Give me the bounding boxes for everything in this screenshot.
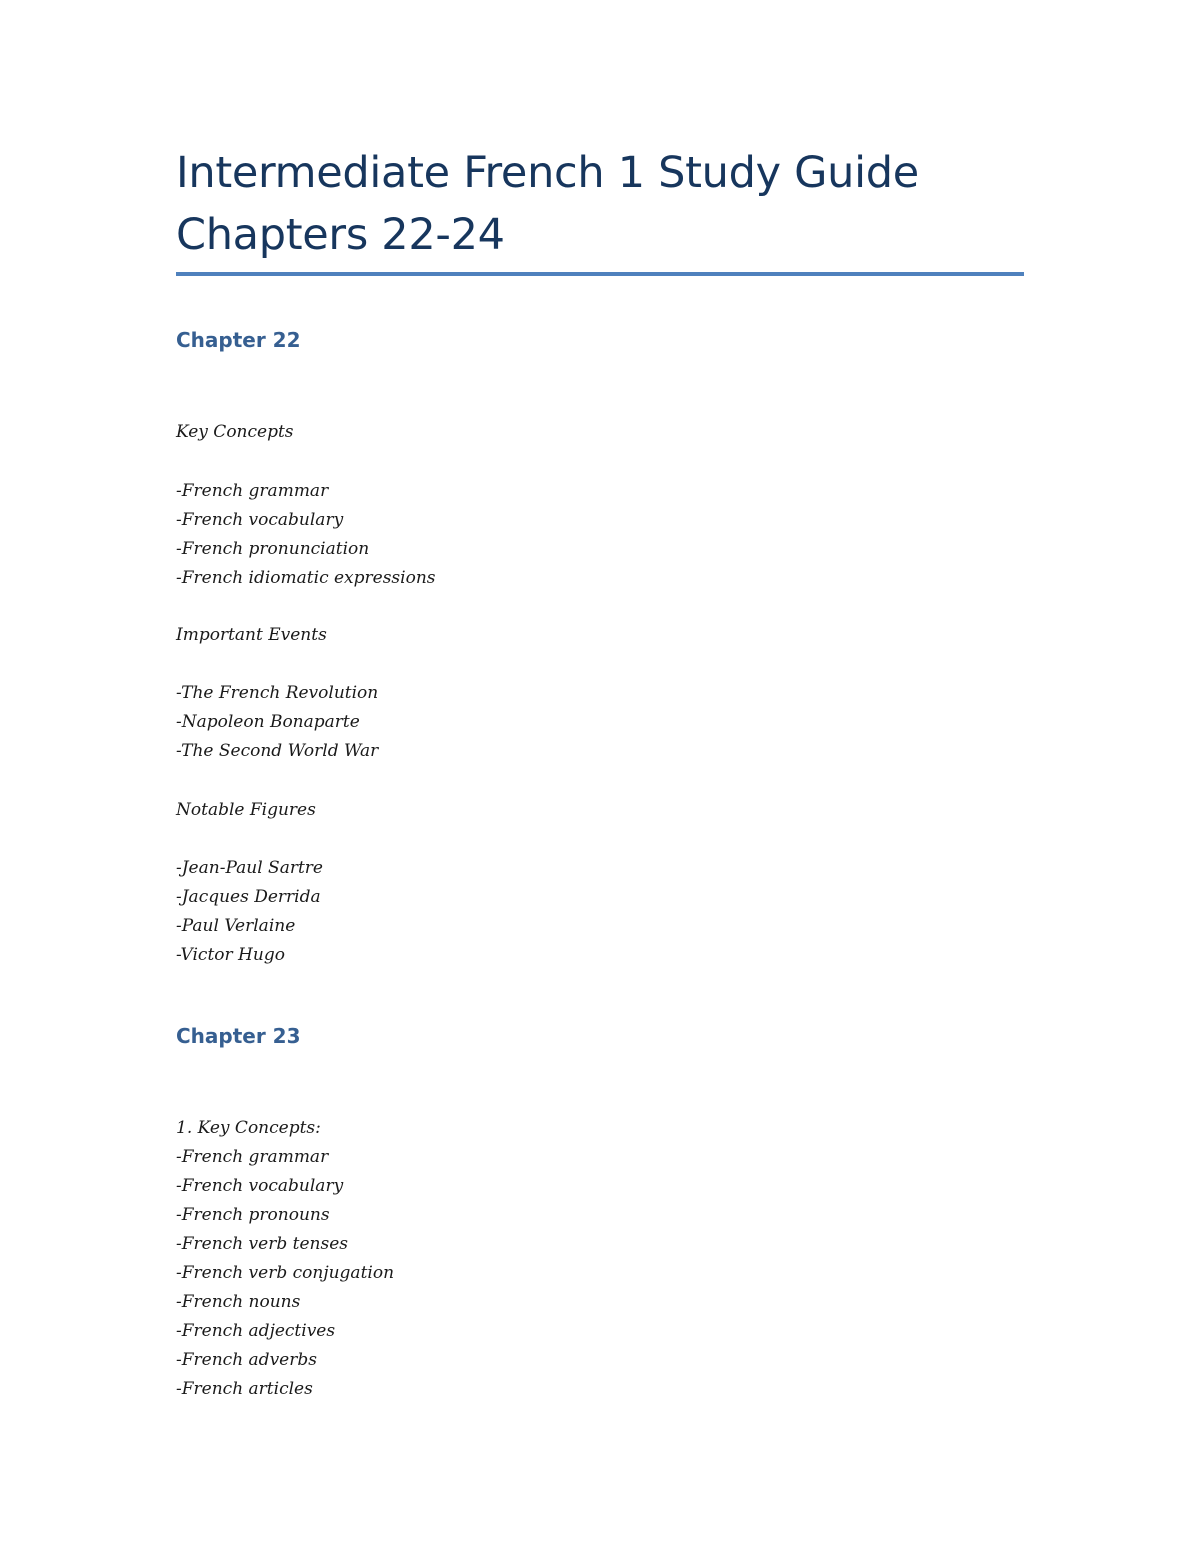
ch23-key-concepts-label: 1. Key Concepts: <box>176 1118 321 1138</box>
list-item: -French nouns <box>176 1292 301 1312</box>
list-item: -French verb tenses <box>176 1234 348 1254</box>
document-title <box>176 142 1026 266</box>
title-line-1: Intermediate French 1 Study Guide <box>176 148 919 198</box>
chapter-22-heading: Chapter 22 <box>176 328 301 352</box>
list-item: -French articles <box>176 1379 313 1399</box>
title-line-2: Chapters 22-24 <box>176 210 505 260</box>
title-underline <box>176 272 1024 276</box>
ch22-notable-figures-label: Notable Figures <box>176 800 316 820</box>
list-item: -French grammar <box>176 481 329 501</box>
list-item: -The Second World War <box>176 741 379 761</box>
list-item: -French grammar <box>176 1147 329 1167</box>
list-item: -The French Revolution <box>176 683 379 703</box>
list-item: -Victor Hugo <box>176 945 285 965</box>
list-item: -Paul Verlaine <box>176 916 296 936</box>
ch22-key-concepts-list <box>176 477 436 593</box>
ch22-important-events-list <box>176 679 378 766</box>
list-item: -Napoleon Bonaparte <box>176 712 360 732</box>
list-item: -Jean-Paul Sartre <box>176 858 323 878</box>
list-item: -French verb conjugation <box>176 1263 395 1283</box>
ch22-key-concepts-label: Key Concepts <box>176 422 294 442</box>
list-item: -French pronunciation <box>176 539 370 559</box>
list-item: -Jacques Derrida <box>176 887 321 907</box>
list-item: -French vocabulary <box>176 510 344 530</box>
list-item: -French adverbs <box>176 1350 317 1370</box>
chapter-23-heading: Chapter 23 <box>176 1024 301 1048</box>
ch22-important-events-label: Important Events <box>176 625 327 645</box>
list-item: -French vocabulary <box>176 1176 344 1196</box>
ch23-key-concepts-list <box>176 1143 394 1404</box>
list-item: -French idiomatic expressions <box>176 568 436 588</box>
list-item: -French pronouns <box>176 1205 330 1225</box>
ch22-notable-figures-list <box>176 854 323 970</box>
list-item: -French adjectives <box>176 1321 336 1341</box>
